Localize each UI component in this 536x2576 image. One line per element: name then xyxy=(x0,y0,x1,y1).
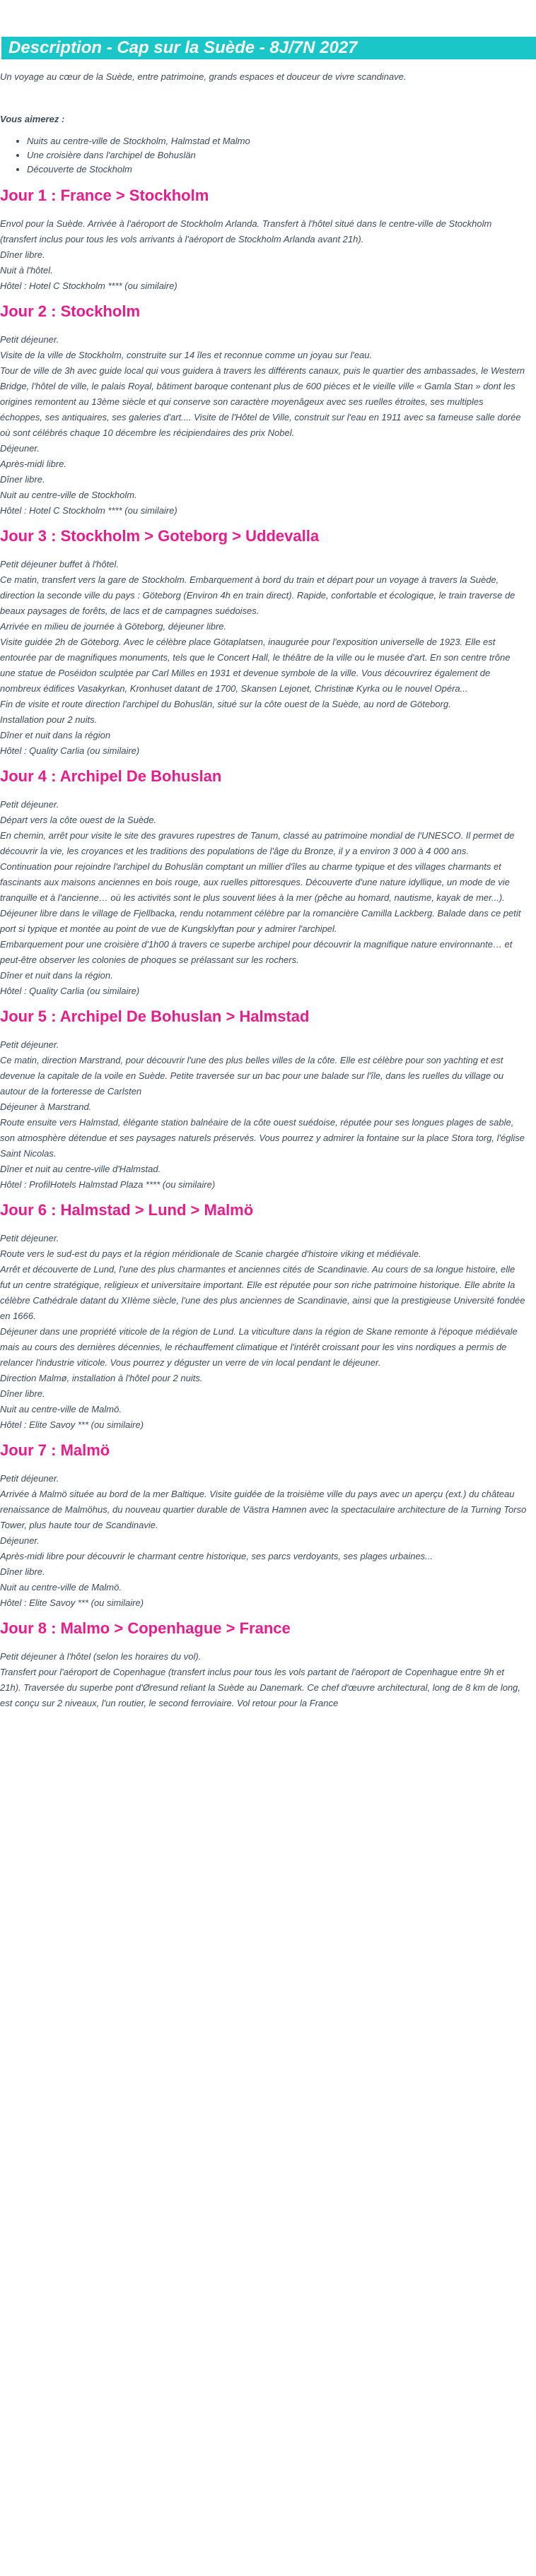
highlights-heading: Vous aimerez : xyxy=(0,114,65,124)
day-paragraph: Visite guidée 2h de Göteborg. Avec le célèbre place Götaplatsen, inaugurée pour l'exposition universelle de 1923. Elle est entourée par de magnifiques monuments, tels que le Concert Hall, le théâtre de la ville ou le musée d'art. En son centre trône une statue de Poséidon sculptée par Carl Milles en 1931 et devenue symbole de la ville. Vous découvrirez également de nombreux édifices Vasakyrkan, Kronhuset datant de 1700, Skansen Lejonet, Christinæ Kyrka ou le nouvel Opéra... xyxy=(0,637,511,694)
days-list xyxy=(0,185,528,1711)
day-paragraph: Déjeuner à Marstrand. xyxy=(0,1101,92,1112)
day-paragraph: Départ vers la côte ouest de la Suède. xyxy=(0,815,157,825)
day-paragraph: Dîner et nuit dans la région. xyxy=(0,970,113,981)
day-title: Jour 5 : Archipel De Bohuslan > Halmstad xyxy=(0,1008,310,1025)
day-paragraph: Petit déjeuner. xyxy=(0,1233,59,1243)
day-paragraph: Déjeuner dans une propriété viticole de la région de Lund. La viticulture dans la région de Skane remonte à l'époque médiévale mais au cours des dernières décennies, le réchauffement climatique et l'intérêt croissant pour les vins nordiques a permis de relancer l'industrie viticole. Vous pourrez y déguster un verre de vin local pendant le déjeuner. xyxy=(0,1326,518,1368)
day-paragraph: Embarquement pour une croisière d'1h00 à travers ce superbe archipel pour découvrir la magnifique nature environnante… et peut-être observer les colonies de phoques se prélassant sur les rochers. xyxy=(0,939,513,965)
day-paragraph: Petit déjeuner. xyxy=(0,1039,59,1050)
day-paragraph: Visite de la ville de Stockholm, construite sur 14 îles et reconnue comme un joyau sur l'eau. Tour de ville de 3h avec guide local qui vous guidera à travers les différents canaux, puis le quartier des ambassades, le Western Bridge, l'hôtel de ville, le palais Royal, bâtiment baroque contenant plus de 600 pièces et le vieille ville « Gamla Stan » dont les origines remontent au 13ème siècle et qui conserve son caractère moyenâgeux avec ses ruelles étroites, ses multiples échoppes, ses antiquaires, ses galeries d'art.... Visite de l'Hôtel de Ville, construit sur l'eau en 1911 avec sa fameuse salle dorée où sont célébrés chaque 10 décembre les récipiendaires des prix Nobel. xyxy=(0,350,525,438)
day-title: Jour 8 : Malmo > Copenhague > France xyxy=(0,1619,291,1637)
day-section xyxy=(0,1200,528,1433)
day-section xyxy=(0,301,528,519)
intro-text: Un voyage au cœur de la Suède, entre patrimoine, grands espaces et douceur de vivre scandinave. xyxy=(0,71,407,82)
day-paragraph: Dîner libre. Nuit au centre-ville de Stockholm. xyxy=(0,474,137,500)
highlight-item: • Découverte de Stockholm xyxy=(27,163,528,177)
itinerary-content xyxy=(0,69,528,1711)
day-paragraph: Dîner libre. Nuit à l'hôtel. Hôtel : Hotel C Stockholm **** (ou similaire) xyxy=(0,249,177,291)
day-paragraph: Route ensuite vers Halmstad, élégante station balnéaire de la côte ouest suédoise, réputée pour ses longues plages de sable, son atmosphère détendue et ses paysages naturels préservés. Vous pourrez y admirer la fontaine sur la place Stora torg, l'église Saint Nicolas. xyxy=(0,1117,525,1159)
day-section xyxy=(0,526,528,759)
day-paragraph: Petit déjeuner. xyxy=(0,799,59,810)
day-title: Jour 2 : Stockholm xyxy=(0,302,141,320)
day-paragraph: Petit déjeuner buffet à l'hôtel. xyxy=(0,559,119,569)
highlights-list xyxy=(0,134,528,177)
day-paragraph: Petit déjeuner. xyxy=(0,1473,59,1484)
day-paragraph: Petit déjeuner. xyxy=(0,334,59,345)
day-paragraph: Direction Malmø, installation à l'hôtel pour 2 nuits. xyxy=(0,1373,203,1383)
day-paragraph: Arrivée à Malmö située au bord de la mer Baltique. Visite guidée de la troisième ville du pays avec un aperçu (ext.) du château renaissance de Malmöhus, du nouveau quartier durable de Västra Hamnen avec la spectaculaire architecture de la Turning Torso Tower, plus haute tour de Scandinavie. xyxy=(0,1489,527,1530)
day-paragraph: Arrivée en milieu de journée à Göteborg, déjeuner libre. xyxy=(0,621,227,632)
day-paragraph: Installation pour 2 nuits. Dîner et nuit dans la région Hôtel : Quality Carlia (ou similaire) xyxy=(0,714,140,756)
day-section xyxy=(0,1006,528,1193)
day-paragraph: Continuation pour rejoindre l'archipel du Bohuslän comptant un millier d'îles au charme typique et des villages charmants et fascinants aux maisons anciennes en bois rouge, aux ruelles pittoresques. Découverte d'une nature idyllique, un mode de vie tranquille et à l'ancienne… où les activités sont le plus souvent liées à la mer (pêche au homard, nautisme, kayak de mer...). xyxy=(0,861,510,903)
day-paragraph: Nuit au centre-ville de Malmö. xyxy=(0,1582,122,1593)
day-title: Jour 3 : Stockholm > Goteborg > Uddevalla xyxy=(0,527,320,545)
highlight-item: • Nuits au centre-ville de Stockholm, Halmstad et Malmo xyxy=(27,134,528,148)
day-paragraph: Hôtel : Hotel C Stockholm **** (ou similaire) xyxy=(0,505,177,516)
day-paragraph: Hôtel : Quality Carlia (ou similaire) xyxy=(0,986,140,996)
day-paragraph: Hôtel : ProfilHotels Halmstad Plaza **** (ou similaire) xyxy=(0,1179,216,1190)
day-section xyxy=(0,1440,528,1611)
day-title: Jour 1 : France > Stockholm xyxy=(0,187,209,204)
day-paragraph: Route vers le sud-est du pays et la région méridionale de Scanie chargée d'histoire viking et médiévale. xyxy=(0,1248,421,1259)
day-paragraph: Envol pour la Suède. Arrivée à l'aéroport de Stockholm Arlanda. Transfert à l'hôtel situé dans le centre-ville de Stockholm (transfert inclus pour tous les vols arrivants à l'aéroport de Stockholm Arlanda avant 21h). xyxy=(0,218,492,244)
day-paragraph: Hôtel : Elite Savoy *** (ou similaire) xyxy=(0,1597,144,1608)
day-paragraph: Arrêt et découverte de Lund, l'une des plus charmantes et anciennes cités de Scandinavie. Au cours de sa longue histoire, elle fut un centre stratégique, religieux et universitaire important. Elle est réputée pour son riche patrimoine historique. Elle abrite la célèbre Cathédrale datant du XIIème siècle, l'une des plus anciennes de Scandinavie, ainsi que la prestigieuse Université fondée en 1666. xyxy=(0,1264,525,1321)
day-title: Jour 4 : Archipel De Bohuslan xyxy=(0,767,222,785)
day-paragraph: Déjeuner. Après-midi libre. xyxy=(0,443,66,469)
day-paragraph: Ce matin, direction Marstrand, pour découvrir l'une des plus belles villes de la côte. Elle est célèbre pour son yachting et est devenue la capitale de la voile en Suède. Petite traversée sur un bac pour une balade sur l'île, dans les ruelles du village ou autour de la forteresse de Carlsten xyxy=(0,1055,504,1097)
day-paragraph: Ce matin, transfert vers la gare de Stockholm. Embarquement à bord du train et départ pour un voyage à travers la Suède, direction la seconde ville du pays : Göteborg (Environ 4h en train direct). Rapide, confortable et écologique, le train traverse de beaux paysages de forêts, de lacs et de campagnes suédoises. xyxy=(0,574,515,616)
highlight-item: • Une croisière dans l'archipel de Bohuslän xyxy=(27,148,528,163)
day-paragraph: Hôtel : Elite Savoy *** (ou similaire) xyxy=(0,1419,144,1430)
day-paragraph: Fin de visite et route direction l'archipel du Bohuslän, situé sur la côte ouest de la Suède, au nord de Göteborg. xyxy=(0,699,451,709)
day-title: Jour 6 : Halmstad > Lund > Malmö xyxy=(0,1201,254,1219)
day-section xyxy=(0,1618,528,1711)
day-section xyxy=(0,185,528,294)
day-section xyxy=(0,766,528,999)
day-paragraph: Déjeuner. Après-midi libre pour découvrir le charmant centre historique, ses parcs verdoyants, ses plages urbaines... Dîner libre. xyxy=(0,1535,433,1577)
day-paragraph: En chemin, arrêt pour visite le site des gravures rupestres de Tanum, classé au patrimoine mondial de l'UNESCO. Il permet de découvrir la vie, les croyances et les traditions des populations de l'âge du Bronze, il y a environ 3 000 à 4 000 ans. xyxy=(0,830,515,856)
page-title: Description - Cap sur la Suède - 8J/7N 2027 xyxy=(1,37,536,59)
day-paragraph: Petit déjeuner à l'hôtel (selon les horaires du vol). xyxy=(0,1651,202,1662)
day-paragraph: Dîner libre. Nuit au centre-ville de Malmö. xyxy=(0,1388,122,1414)
day-paragraph: Transfert pour l'aéroport de Copenhague (transfert inclus pour tous les vols partant de l'aéroport de Copenhague entre 9h et 21h). Traversée du superbe pont d'Øresund reliant la Suède au Danemark. Ce chef d'œuvre architectural, long de 8 km de long, est conçu sur 2 niveaux, l'un routier, le second ferroviaire. Vol retour pour la France xyxy=(0,1667,521,1708)
day-title: Jour 7 : Malmö xyxy=(0,1441,110,1459)
day-paragraph: Déjeuner libre dans le village de Fjellbacka, rendu notamment célèbre par la romancière Camilla Lackberg. Balade dans ce petit port si typique et montée au point de vue de Kungsklyftan pour y admirer l'archipel. xyxy=(0,908,521,934)
day-paragraph: Dîner et nuit au centre-ville d'Halmstad. xyxy=(0,1164,161,1174)
